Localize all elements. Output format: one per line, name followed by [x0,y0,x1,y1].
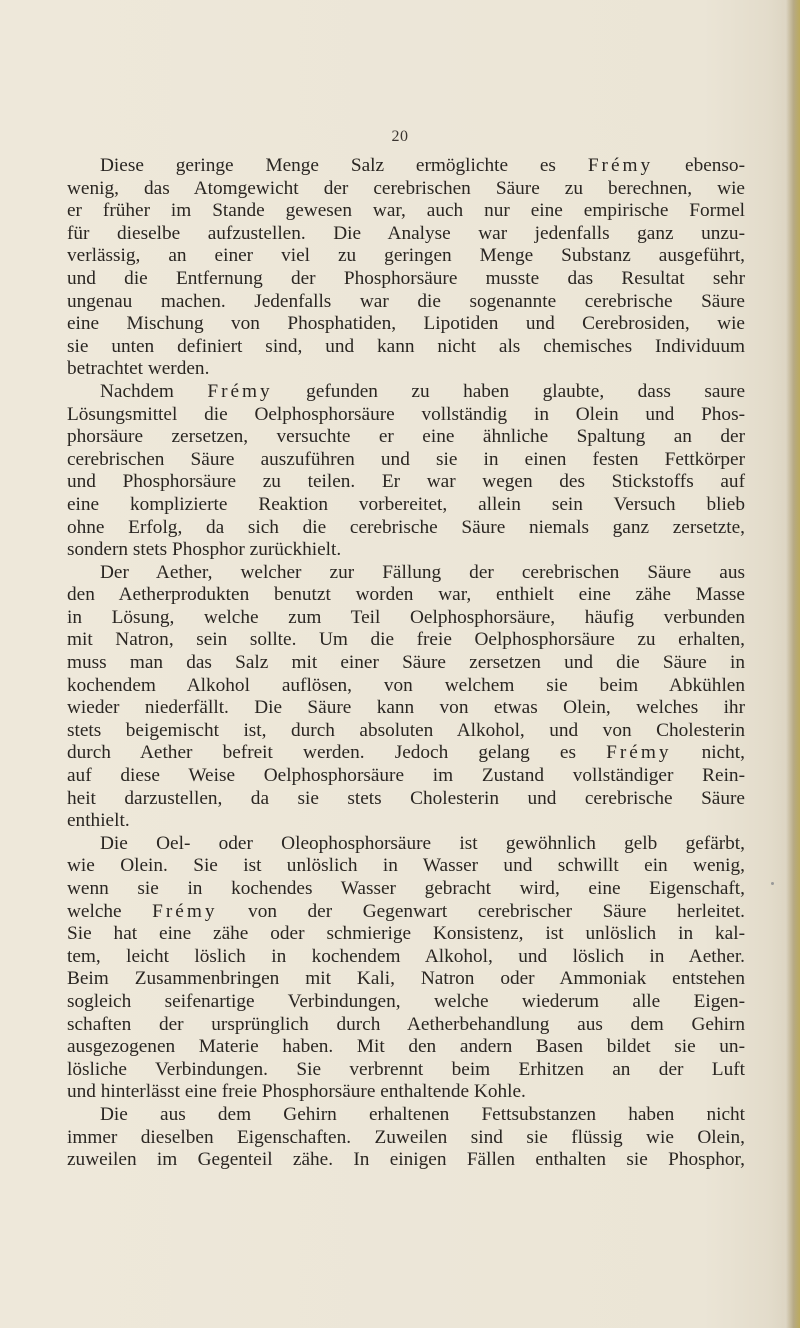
text-line: den Aetherprodukten benutzt worden war, enthielt eine zähe Masse [67,584,745,606]
text-line: Die aus dem Gehirn erhaltenen Fettsubstanzen haben nicht [100,1103,745,1125]
text-line: ohne Erfolg, da sich die cerebrische Säure niemals ganz zersetzte, [67,516,745,538]
text-line: betrachtet werden. [67,358,210,380]
author-name: Frémy [587,155,654,176]
body-text [67,155,745,1172]
page-edge [786,0,800,1328]
text-line: wie Olein. Sie ist unlöslich in Wasser und schwillt ein wenig, [67,855,745,877]
text-line: auf diese Weise Oelphosphorsäure im Zustand vollständiger Rein- [67,765,745,787]
text-line: durch Aether befreit werden. Jedoch gelang es Frémy nicht, [67,742,745,764]
text-line: Diese geringe Menge Salz ermöglichte es Frémy ebenso- [100,155,745,176]
text-line: enthielt. [67,810,130,832]
text-line: eine komplizierte Reaktion vorbereitet, allein sein Versuch blieb [67,493,745,515]
text-line: zuweilen im Gegenteil zähe. In einigen Fällen enthalten sie Phosphor, [67,1149,745,1171]
text-line: wenig, das Atomgewicht der cerebrischen Säure zu berechnen, wie [67,177,745,199]
text-line: lösliche Verbindungen. Sie verbrennt beim Erhitzen an der Luft [67,1058,745,1080]
page-number: 20 [391,128,409,145]
text-line: sie unten definiert sind, und kann nicht als chemisches Individuum [67,335,745,357]
text-line: stets beigemischt ist, durch absoluten Alkohol, und von Cholesterin [67,719,745,741]
text-line: Nachdem Frémy gefunden zu haben glaubte, dass saure [100,380,745,402]
text-line: er früher im Stande gewesen war, auch nur eine empirische Formel [67,200,745,222]
text-line: verlässig, an einer viel zu geringen Menge Substanz ausgeführt, [67,245,745,267]
author-name: Frémy [152,900,218,922]
text-line: heit darzustellen, da sie stets Cholesterin und cerebrische Säure [67,787,745,809]
text-line: cerebrischen Säure auszuführen und sie in einen festen Fettkörper [67,448,745,470]
text-line: immer dieselben Eigenschaften. Zuweilen sind sie flüssig wie Olein, [67,1126,745,1148]
text-line: muss man das Salz mit einer Säure zersetzen und die Säure in [67,652,745,674]
text-line: ausgezogenen Materie haben. Mit den andern Basen bildet sie un- [67,1036,745,1058]
text-line: phorsäure zersetzen, versuchte er eine ähnliche Spaltung an der [67,426,745,448]
text-line: tem, leicht löslich in kochendem Alkohol, und löslich in Aether. [67,945,745,967]
text-line: eine Mischung von Phosphatiden, Lipotiden und Cerebrosiden, wie [67,313,745,335]
author-name: Frémy [207,380,273,402]
text-line: Sie hat eine zähe oder schmierige Konsistenz, ist unlöslich in kal- [67,923,745,945]
text-line: sondern stets Phosphor zurückhielt. [67,539,342,561]
text-line: in Lösung, welche zum Teil Oelphosphorsäure, häufig verbunden [67,606,745,628]
text-line: ungenau machen. Jedenfalls war die sogenannte cerebrische Säure [67,290,745,312]
text-line: Lösungsmittel die Oelphosphorsäure vollständig in Olein und Phos- [67,403,745,425]
text-line: mit Natron, sein sollte. Um die freie Oelphosphorsäure zu erhalten, [67,629,745,651]
text-line: für dieselbe aufzustellen. Die Analyse war jedenfalls ganz unzu- [67,222,745,244]
text-line: wieder niederfällt. Die Säure kann von etwas Olein, welches ihr [67,697,745,719]
text-line: sogleich seifenartige Verbindungen, welche wiederum alle Eigen- [67,990,745,1012]
text-line: Der Aether, welcher zur Fällung der cerebrischen Säure aus [100,561,745,583]
text-line: und hinterlässt eine freie Phosphorsäure enthaltende Kohle. [67,1081,526,1103]
ink-speck [771,882,774,885]
text-line: und Phosphorsäure zu teilen. Er war wegen des Stickstoffs auf [67,471,745,493]
text-line: Beim Zusammenbringen mit Kali, Natron oder Ammoniak entstehen [67,968,745,990]
author-name: Frémy [606,742,672,764]
text-line: kochendem Alkohol auflösen, von welchem sie beim Abkühlen [67,674,745,696]
text-line: welche Frémy von der Gegenwart cerebrischer Säure herleitet. [67,900,746,922]
text-line: Die Oel- oder Oleophosphorsäure ist gewöhnlich gelb gefärbt, [100,832,745,854]
text-line: schaften der ursprünglich durch Aetherbehandlung aus dem Gehirn [67,1013,745,1035]
text-line: und die Entfernung der Phosphorsäure musste das Resultat sehr [67,267,745,289]
text-line: wenn sie in kochendes Wasser gebracht wird, eine Eigenschaft, [67,878,745,899]
